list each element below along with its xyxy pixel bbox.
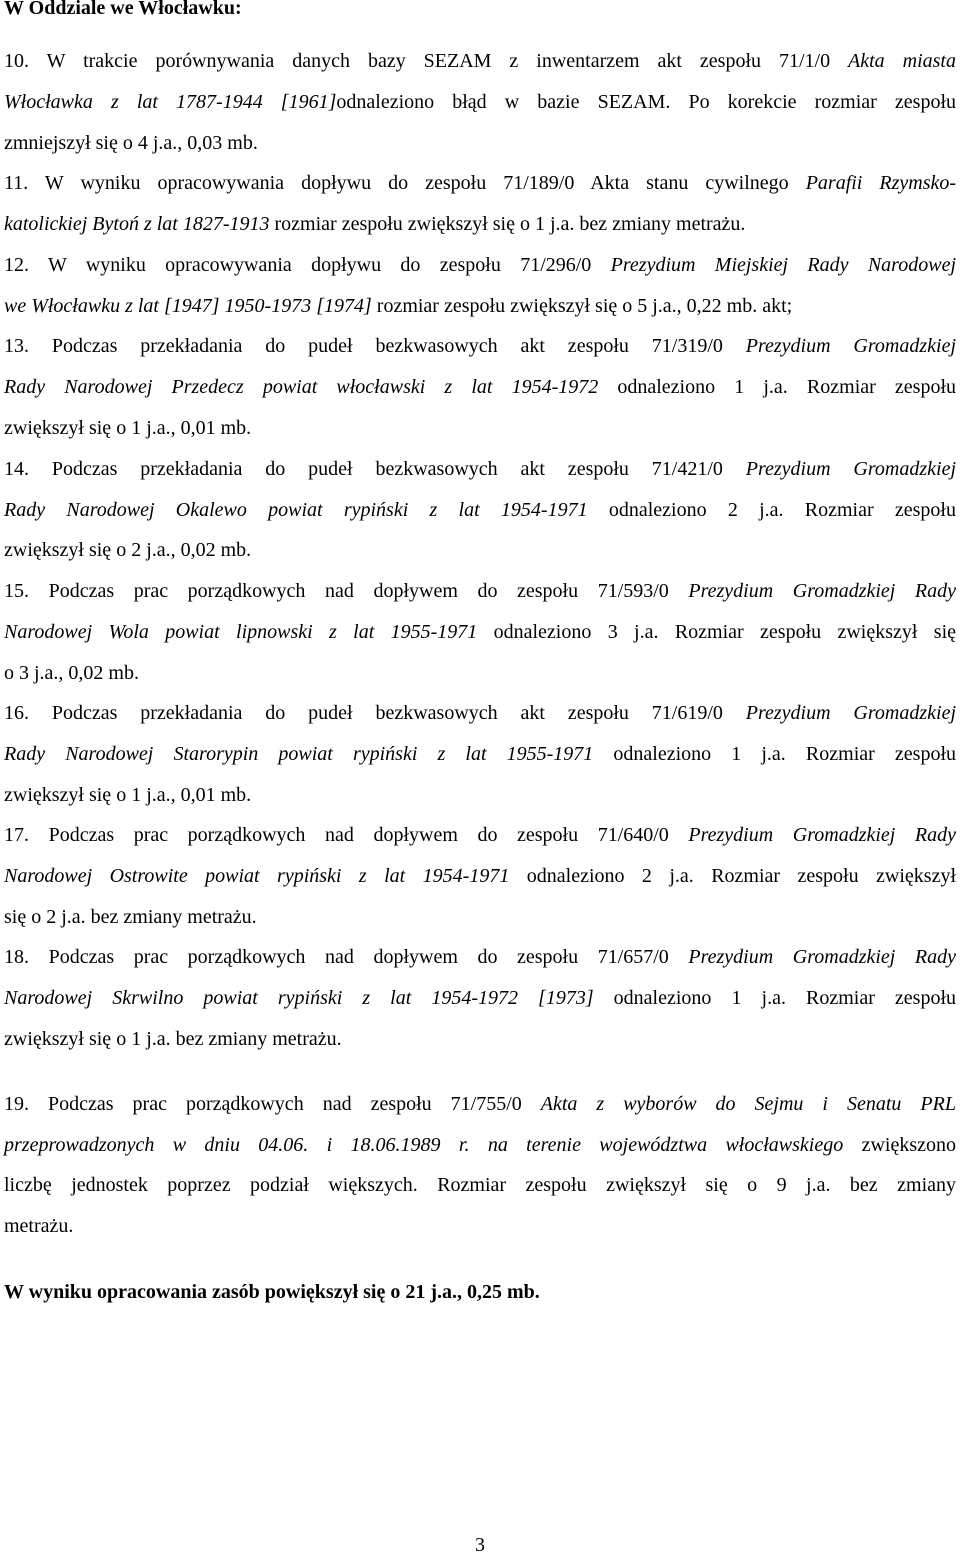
body-text: 18. Podczas prac porządkowych nad dopływem do zespołu 71/657/0 <box>4 946 689 968</box>
item-19-line-3 <box>4 1170 956 1200</box>
body-text: 12. W wyniku opracowywania dopływu do zespołu 71/296/0 <box>4 254 611 276</box>
italic-title-text: Rady Narodowej Starorypin powiat rypiński z lat 1955-1971 <box>4 743 594 765</box>
italic-title-text: Prezydium Miejskiej Rady Narodowej <box>610 254 957 276</box>
body-text: liczbę jednostek poprzez podział większych. Rozmiar zespołu zwiększył się o 9 j.a. bez zmiany <box>4 1174 956 1196</box>
item-16-line-1 <box>4 698 956 728</box>
item-19-line-1 <box>4 1089 956 1119</box>
item-18-line-2 <box>4 983 956 1013</box>
italic-title-text: katolickiej Bytoń z lat 1827-1913 <box>4 213 270 235</box>
italic-title-text: Parafii Rzymsko- <box>805 172 957 194</box>
item-18-line-3 <box>4 1024 956 1054</box>
item-17-line-1 <box>4 820 956 850</box>
item-10-line-3 <box>4 128 956 158</box>
body-text: odnaleziono 1 j.a. Rozmiar zespołu <box>593 743 956 765</box>
item-15-line-2 <box>4 617 956 647</box>
italic-title-text: we Włocławku z lat [1947] 1950-1973 [1974] <box>4 295 372 317</box>
italic-title-text: przeprowadzonych w dniu 04.06. i 18.06.1989 r. na terenie województwa włocławskiego <box>4 1134 844 1156</box>
item-16-line-2 <box>4 739 956 769</box>
item-10-line-1 <box>4 46 956 76</box>
body-text: odnaleziono 3 j.a. Rozmiar zespołu zwiększył się <box>477 621 957 643</box>
body-text: 16. Podczas przekładania do pudeł bezkwasowych akt zespołu 71/619/0 <box>4 702 746 724</box>
section-heading: W Oddziale we Włocławku: <box>4 0 242 19</box>
item-11-line-1 <box>4 168 956 198</box>
body-text: odnaleziono 1 j.a. Rozmiar zespołu <box>593 987 957 1009</box>
italic-title-text: Akta miasta <box>848 50 956 72</box>
italic-title-text: Rady Narodowej Okalewo powiat rypiński z lat 1954-1971 <box>4 499 588 521</box>
item-13-line-3 <box>4 413 956 443</box>
item-10-line-2 <box>4 87 956 117</box>
item-13-line-1 <box>4 331 956 361</box>
body-text: rozmiar zespołu zwiększył się o 1 j.a. bez zmiany metrażu. <box>269 213 746 235</box>
body-text: zwiększył się o 1 j.a., 0,01 mb. <box>4 784 252 806</box>
body-text: 13. Podczas przekładania do pudeł bezkwasowych akt zespołu 71/319/0 <box>4 335 746 357</box>
italic-title-text: Włocławka z lat 1787-1944 [1961] <box>4 91 337 113</box>
italic-title-text: Prezydium Gromadzkiej Rady <box>688 946 957 968</box>
body-text: odnaleziono 1 j.a. Rozmiar zespołu <box>598 376 957 398</box>
body-text: zwiększył się o 2 j.a., 0,02 mb. <box>4 539 252 561</box>
item-13-line-2 <box>4 372 956 402</box>
italic-title-text: Prezydium Gromadzkiej Rady <box>688 824 957 846</box>
body-text: rozmiar zespołu zwiększył się o 5 j.a., 0,22 mb. akt; <box>371 295 793 317</box>
body-text: 11. W wyniku opracowywania dopływu do zespołu 71/189/0 Akta stanu cywilnego <box>4 172 806 194</box>
body-text: odnaleziono 2 j.a. Rozmiar zespołu zwiększył <box>509 865 957 887</box>
item-16-line-3 <box>4 780 956 810</box>
body-text: 15. Podczas prac porządkowych nad dopływem do zespołu 71/593/0 <box>4 580 689 602</box>
item-11-line-2 <box>4 209 956 239</box>
summary-text: W wyniku opracowania zasób powiększył się o 21 j.a., 0,25 mb. <box>4 1281 540 1303</box>
item-18-line-1 <box>4 942 956 972</box>
item-12-line-2 <box>4 291 956 321</box>
body-text: 10. W trakcie porównywania danych bazy SEZAM z inwentarzem akt zespołu 71/1/0 <box>4 50 849 72</box>
item-19-line-4 <box>4 1211 956 1241</box>
body-text: odnaleziono 2 j.a. Rozmiar zespołu <box>587 499 956 521</box>
item-15-line-3 <box>4 658 956 688</box>
italic-title-text: Prezydium Gromadzkiej <box>745 458 957 480</box>
italic-title-text: Prezydium Gromadzkiej Rady <box>688 580 957 602</box>
italic-title-text: Prezydium Gromadzkiej <box>745 702 957 724</box>
item-19-line-2 <box>4 1130 956 1160</box>
page-number: 3 <box>475 1534 485 1556</box>
item-15-line-1 <box>4 576 956 606</box>
item-14-line-1 <box>4 454 956 484</box>
item-14-line-2 <box>4 495 956 525</box>
item-14-line-3 <box>4 535 956 565</box>
italic-title-text: Rady Narodowej Przedecz powiat włocławski z lat 1954-1972 <box>4 376 599 398</box>
body-text: odnaleziono błąd w bazie SEZAM. Po korekcie rozmiar zespołu <box>336 91 957 113</box>
italic-title-text: Narodowej Wola powiat lipnowski z lat 1955-1971 <box>4 621 478 643</box>
body-text: 19. Podczas prac porządkowych nad zespołu 71/755/0 <box>4 1093 541 1115</box>
italic-title-text: Narodowej Skrwilno powiat rypiński z lat 1954-1972 [1973] <box>4 987 594 1009</box>
body-text: zwiększył się o 1 j.a. bez zmiany metrażu. <box>4 1028 342 1050</box>
italic-title-text: Akta z wyborów do Sejmu i Senatu PRL <box>540 1093 956 1115</box>
body-text: 17. Podczas prac porządkowych nad dopływem do zespołu 71/640/0 <box>4 824 689 846</box>
body-text: zwiększył się o 1 j.a., 0,01 mb. <box>4 417 252 439</box>
item-17-line-3 <box>4 902 956 932</box>
italic-title-text: Prezydium Gromadzkiej <box>745 335 957 357</box>
body-text: zwiększono <box>843 1134 956 1156</box>
body-text: zmniejszył się o 4 j.a., 0,03 mb. <box>4 132 258 154</box>
body-text: o 3 j.a., 0,02 mb. <box>4 662 139 684</box>
body-text: się o 2 j.a. bez zmiany metrażu. <box>4 906 257 928</box>
body-text: 14. Podczas przekładania do pudeł bezkwasowych akt zespołu 71/421/0 <box>4 458 746 480</box>
italic-title-text: Narodowej Ostrowite powiat rypiński z lat 1954-1971 <box>4 865 510 887</box>
item-12-line-1 <box>4 250 956 280</box>
item-17-line-2 <box>4 861 956 891</box>
body-text: metrażu. <box>4 1215 74 1237</box>
